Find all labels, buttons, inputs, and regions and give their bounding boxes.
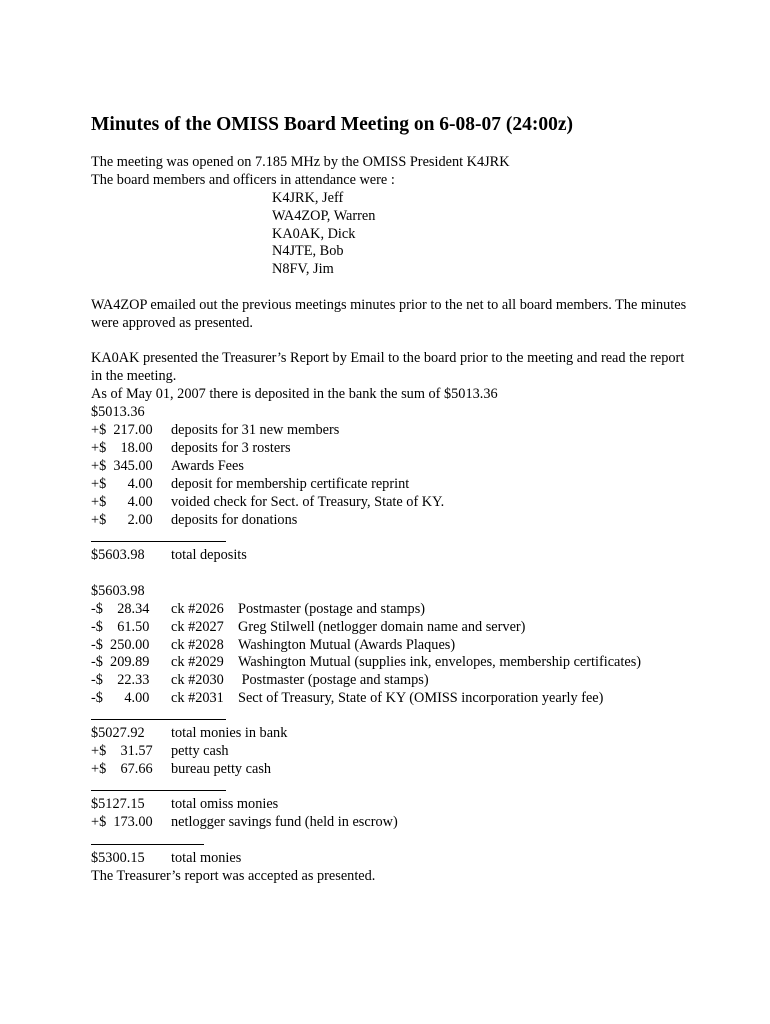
total-deposits-amount: $5603.98 [91, 547, 145, 563]
deposit-amount: +$ 4.00 [91, 476, 153, 492]
opening-line: The meeting was opened on 7.185 MHz by the OMISS President K4JRK [91, 154, 510, 170]
check-number: ck #2029 [171, 654, 224, 670]
attendee: K4JRK, Jeff [272, 190, 344, 206]
document-title: Minutes of the OMISS Board Meeting on 6-08-07 (24:00z) [91, 114, 574, 135]
sum-divider [91, 844, 204, 845]
deposit-amount: +$ 217.00 [91, 422, 153, 438]
check-amount: -$ 61.50 [91, 619, 150, 635]
attendee: N4JTE, Bob [272, 243, 344, 259]
balance-intro: As of May 01, 2007 there is deposited in the bank the sum of $5013.36 [91, 386, 498, 402]
check-number: ck #2027 [171, 619, 224, 635]
petty-amount: +$ 31.57 [91, 743, 153, 759]
check-payee: Sect of Treasury, State of KY (OMISS incorporation yearly fee) [238, 690, 604, 706]
attendee: N8FV, Jim [272, 261, 334, 277]
check-payee: Greg Stilwell (netlogger domain name and server) [238, 619, 526, 635]
grand-total-label: total monies [171, 850, 242, 866]
deposit-desc: deposit for membership certificate reprint [171, 476, 410, 492]
check-payee: Washington Mutual (supplies ink, envelopes, membership certificates) [238, 654, 642, 670]
savings-amount: +$ 173.00 [91, 814, 153, 830]
bank-total-label: total monies in bank [171, 725, 288, 741]
check-payee: Postmaster (postage and stamps) [238, 672, 429, 688]
sum-divider [91, 790, 226, 791]
omiss-total-label: total omiss monies [171, 796, 279, 812]
check-number: ck #2030 [171, 672, 224, 688]
sum-divider [91, 541, 226, 542]
starting-balance: $5013.36 [91, 404, 145, 420]
check-number: ck #2028 [171, 637, 224, 653]
deposit-desc: Awards Fees [171, 458, 244, 474]
deposit-desc: deposits for 3 rosters [171, 440, 291, 456]
attendee: WA4ZOP, Warren [272, 208, 376, 224]
attendance-intro: The board members and officers in attendance were : [91, 172, 395, 188]
deposit-amount: +$ 2.00 [91, 512, 153, 528]
check-number: ck #2026 [171, 601, 224, 617]
deposit-amount: +$ 18.00 [91, 440, 153, 456]
deposit-amount: +$ 4.00 [91, 494, 153, 510]
omiss-total-amount: $5127.15 [91, 796, 145, 812]
check-amount: -$ 209.89 [91, 654, 150, 670]
check-amount: -$ 28.34 [91, 601, 150, 617]
petty-desc: bureau petty cash [171, 761, 272, 777]
check-payee: Washington Mutual (Awards Plaques) [238, 637, 456, 653]
deposit-amount: +$ 345.00 [91, 458, 153, 474]
check-payee: Postmaster (postage and stamps) [238, 601, 426, 617]
savings-desc: netlogger savings fund (held in escrow) [171, 814, 398, 830]
sum-divider [91, 719, 226, 720]
check-amount: -$ 4.00 [91, 690, 150, 706]
petty-desc: petty cash [171, 743, 229, 759]
closing-line: The Treasurer’s report was accepted as presented. [91, 868, 376, 884]
bank-total-amount: $5027.92 [91, 725, 145, 741]
attendee: KA0AK, Dick [272, 226, 356, 242]
check-amount: -$ 250.00 [91, 637, 150, 653]
check-number: ck #2031 [171, 690, 224, 706]
minutes-paragraph: WA4ZOP emailed out the previous meetings minutes prior to the net to all board members. The minutes were approved as presented. [91, 297, 687, 331]
deposit-desc: deposits for donations [171, 512, 298, 528]
petty-amount: +$ 67.66 [91, 761, 153, 777]
grand-total-amount: $5300.15 [91, 850, 145, 866]
withdrawal-start-balance: $5603.98 [91, 583, 145, 599]
check-amount: -$ 22.33 [91, 672, 150, 688]
total-deposits-label: total deposits [171, 547, 247, 563]
deposit-desc: voided check for Sect. of Treasury, State of KY. [171, 494, 445, 510]
treasurer-paragraph: KA0AK presented the Treasurer’s Report by Email to the board prior to the meeting and read the report in the meeting. [91, 350, 685, 384]
deposit-desc: deposits for 31 new members [171, 422, 340, 438]
